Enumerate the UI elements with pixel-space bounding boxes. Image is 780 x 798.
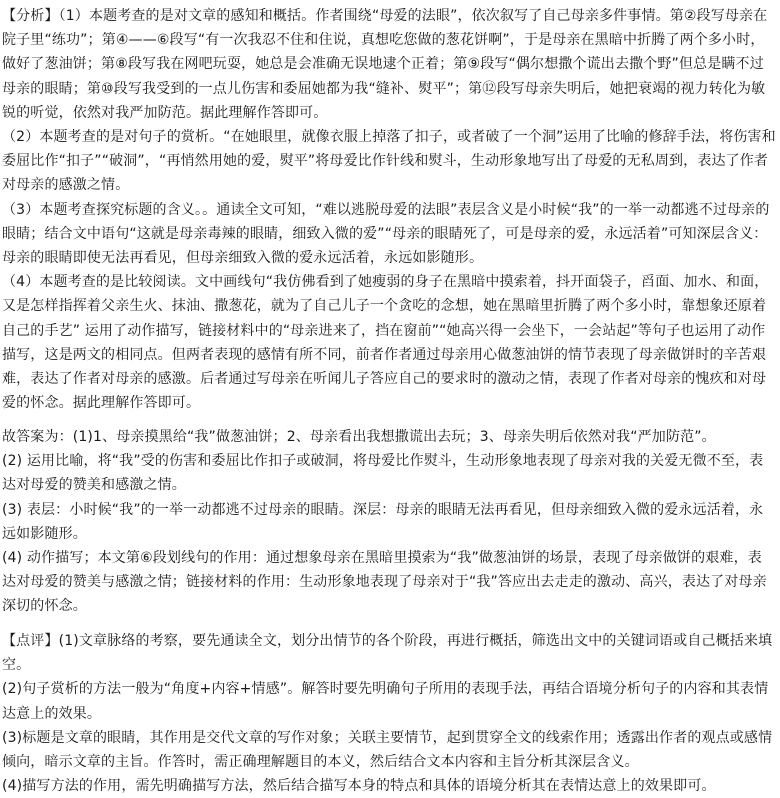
comment-paragraph-3: (3)标题是文章的眼睛，其作用是交代文章的写作对象；关联主要情节，起到贯穿全文的线索作用；透露出作者的观点或感情倾向，暗示文章的主旨。作答时，需正确理解题目的本义，然后结合文本内容和主旨分析其深层含义。: [2, 729, 773, 771]
answer-paragraph-1: 故答案为：(1)1、母亲摸黑给“我”做葱油饼；2、母亲看出我想撒谎出去玩；3、母亲失明后依然对我“严加防范”。: [2, 429, 716, 445]
comment-section: [2, 629, 776, 798]
analysis-paragraph-1: 【分析】（1）本题考查的是对文章的感知和概括。作者围绕“母爱的法眼”，依次叙写了自己母亲多件事情。第②段写母亲在院子里“练功”；第④——⑥段写“有一次我忍不住和住说，真想吃您做的葱花饼啊”，于是母亲在黑暗中折腾了两个多小时，做好了葱油饼；第⑧段写我在网吧玩耍，她总是会准确无误地逮个正着；第⑨段写“偶尔想撒个谎出去撒个野”但总是瞒不过母亲的眼睛；第⑩段写我受到的一点儿伤害和委屈她都为我“缝补、熨平”；第⑫段写母亲失明后，她把衰竭的视力转化为敏锐的听觉，依然对我严加防范。据此理解作答即可。: [2, 8, 768, 121]
answer-section: [2, 425, 776, 619]
analysis-paragraph-2: （2）本题考查的是对句子的赏析。“在她眼里，就像衣服上掉落了扣子，或者破了一个洞”运用了比喻的修辞手法，将伤害和委屈比作“扣子”“破洞”，“再悄然用她的爱，熨平”将母爱比作针线和熨斗，生动形象地写出了母爱的无私周到，表达了作者对母亲的感激之情。: [2, 129, 776, 194]
analysis-paragraph-4: （4）本题考查的是比较阅读。文中画线句“我仿佛看到了她瘦弱的身子在黑暗中摸索着，抖开面袋子，舀面、加水、和面，又是怎样指挥着父亲生火、抹油、撒葱花，就为了自己儿子一个贪吃的念想，她在黑暗里折腾了两个多小时，靠想象还原着自己的手艺” 运用了动作描写，链接材料中的“母亲进来了，挡在窗前”“她高兴得一会坐下，一会站起”等句子也运用了动作描写，这是两文的相同点。但两者表现的感情有所不同，前者作者通过母亲用心做葱油饼的情节表现了母亲做饼时的辛苦艰难，表达了作者对母亲的感激。后者通过写母亲在听闻儿子答应自己的要求时的激动之情，表现了作者对母亲的愧疚和对母爱的怀念。据此理解作答即可。: [2, 274, 769, 412]
comment-paragraph-1: 【点评】(1)文章脉络的考察，要先通读全文，划分出情节的各个阶段，再进行概括，筛选出文中的关键词语或自己概括来填空。: [2, 633, 773, 674]
analysis-section: [2, 4, 776, 415]
answer-paragraph-3: (3) 表层：小时候“我”的一举一动都逃不过母亲的眼睛。深层：母亲的眼睛无法再看见，但母亲细致入微的爱永远活着，永远如影随形。: [2, 501, 764, 542]
comment-paragraph-2: (2)句子赏析的方法一般为“角度+内容+情感”。解答时要先明确句子所用的表现手法，再结合语境分析句子的内容和其表情达意上的效果。: [2, 681, 769, 722]
comment-paragraph-4: (4)描写方法的作用，需先明确描写方法，然后结合描写本身的特点和具体的语境分析其在表情达意上的效果即可。: [2, 778, 716, 795]
analysis-paragraph-3: （3）本题考查探究标题的含义。。通读全文可知，“难以逃脱母爱的法眼”表层含义是小时候“我”的一举一动都逃不过母亲的眼睛；结合文中语句“这就是母亲毒辣的眼睛，细致入微的爱”“母亲的眼睛死了，可是母亲的爱，永远活着”可知深层含义：母亲的眼睛即使无法再看见，但母亲细致入微的爱永远活着，永远如影随形。: [2, 201, 770, 267]
answer-paragraph-2: (2) 运用比喻，将“我”受的伤害和委屈比作扣子或破洞，将母爱比作熨斗，生动形象地表现了母亲对我的关爱无微不至，表达对母爱的赞美和感激之情。: [2, 453, 764, 494]
answer-paragraph-4: (4) 动作描写；本文第⑥段划线句的作用：通过想象母亲在黑暗里摸索为“我”做葱油饼的场景，表现了母亲做饼的艰难，表达对母爱的赞美与感激之情；链接材料的作用：生动形象地表现了母亲对于“我”答应出去走走的激动、高兴，表达了对母亲深切的怀念。: [2, 550, 767, 615]
